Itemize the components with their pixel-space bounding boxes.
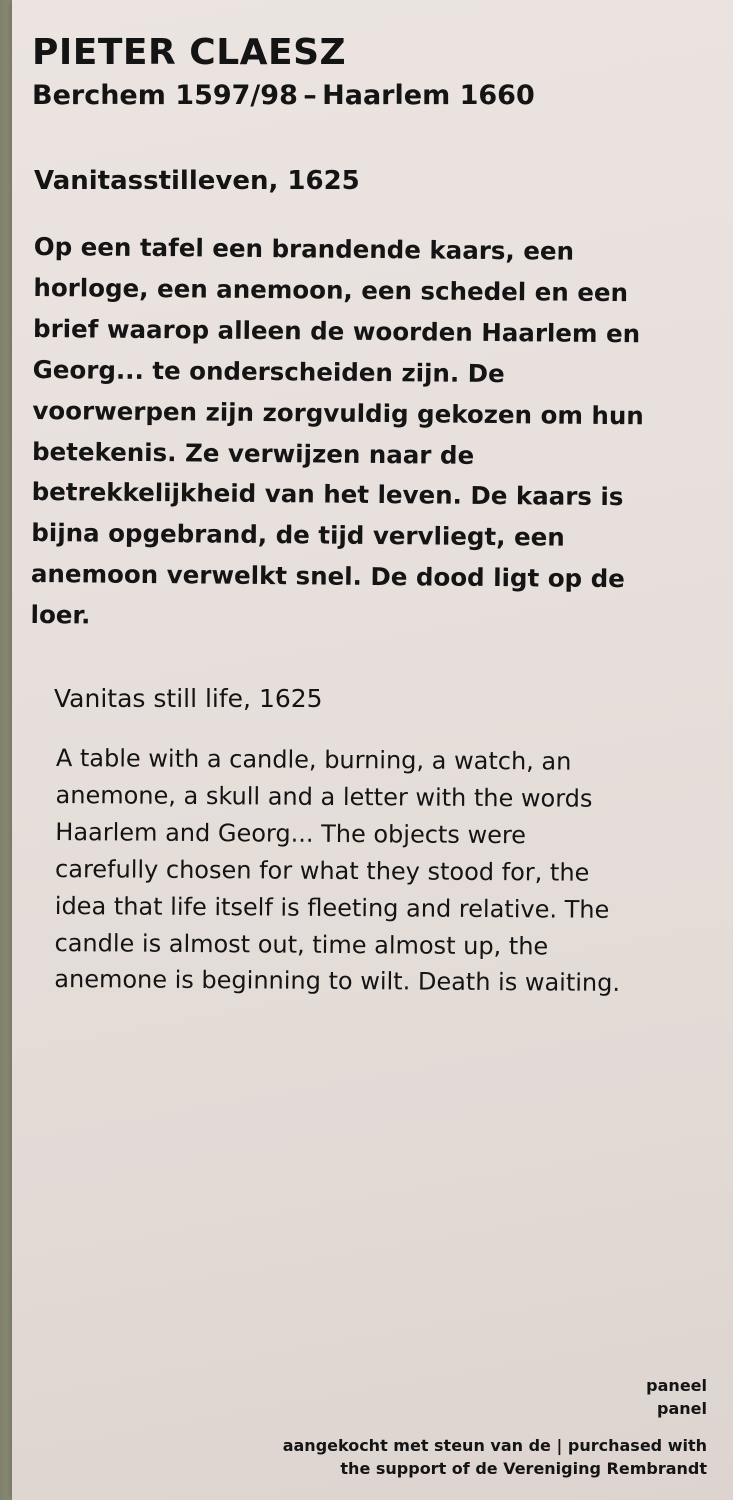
- museum-label-card: [12, 0, 733, 1500]
- credit-line-1: aangekocht met steun van de | purchased with: [282, 1436, 707, 1455]
- credit-line-2: the support of de Vereniging Rembrandt: [340, 1459, 707, 1478]
- label-footer: [283, 1374, 707, 1480]
- artist-dates: Berchem 1597/98 – Haarlem 1660: [32, 80, 535, 111]
- medium-dutch: paneel: [646, 1376, 707, 1395]
- dutch-description: Op een tafel een brandende kaars, een horloge, een anemoon, een schedel en een brief waarop alleen de woorden Haarlem en Georg... te onderscheiden zijn. De voorwerpen zijn zorgvuldig gekozen om hun betekenis. Ze verwijzen naar de betrekkelijkheid van het leven. De kaars is bijna opgebrand, de tijd vervliegt, een anemoon verwelkt snel. De dood ligt op de loer.: [30, 231, 644, 630]
- english-artwork-title: Vanitas still life, 1625: [54, 684, 323, 713]
- dutch-artwork-title: Vanitasstilleven, 1625: [34, 166, 360, 196]
- english-description: A table with a candle, burning, a watch, an anemone, a skull and a letter with the words Haarlem and Georg... The objects were carefully chosen for what they stood for, the idea that life itself is fleeting and relative. The candle is almost out, time almost up, the anemone is beginning to wilt. Death is waiting.: [54, 743, 621, 998]
- medium-english: panel: [657, 1399, 707, 1418]
- artist-name: PIETER CLAESZ: [32, 32, 347, 73]
